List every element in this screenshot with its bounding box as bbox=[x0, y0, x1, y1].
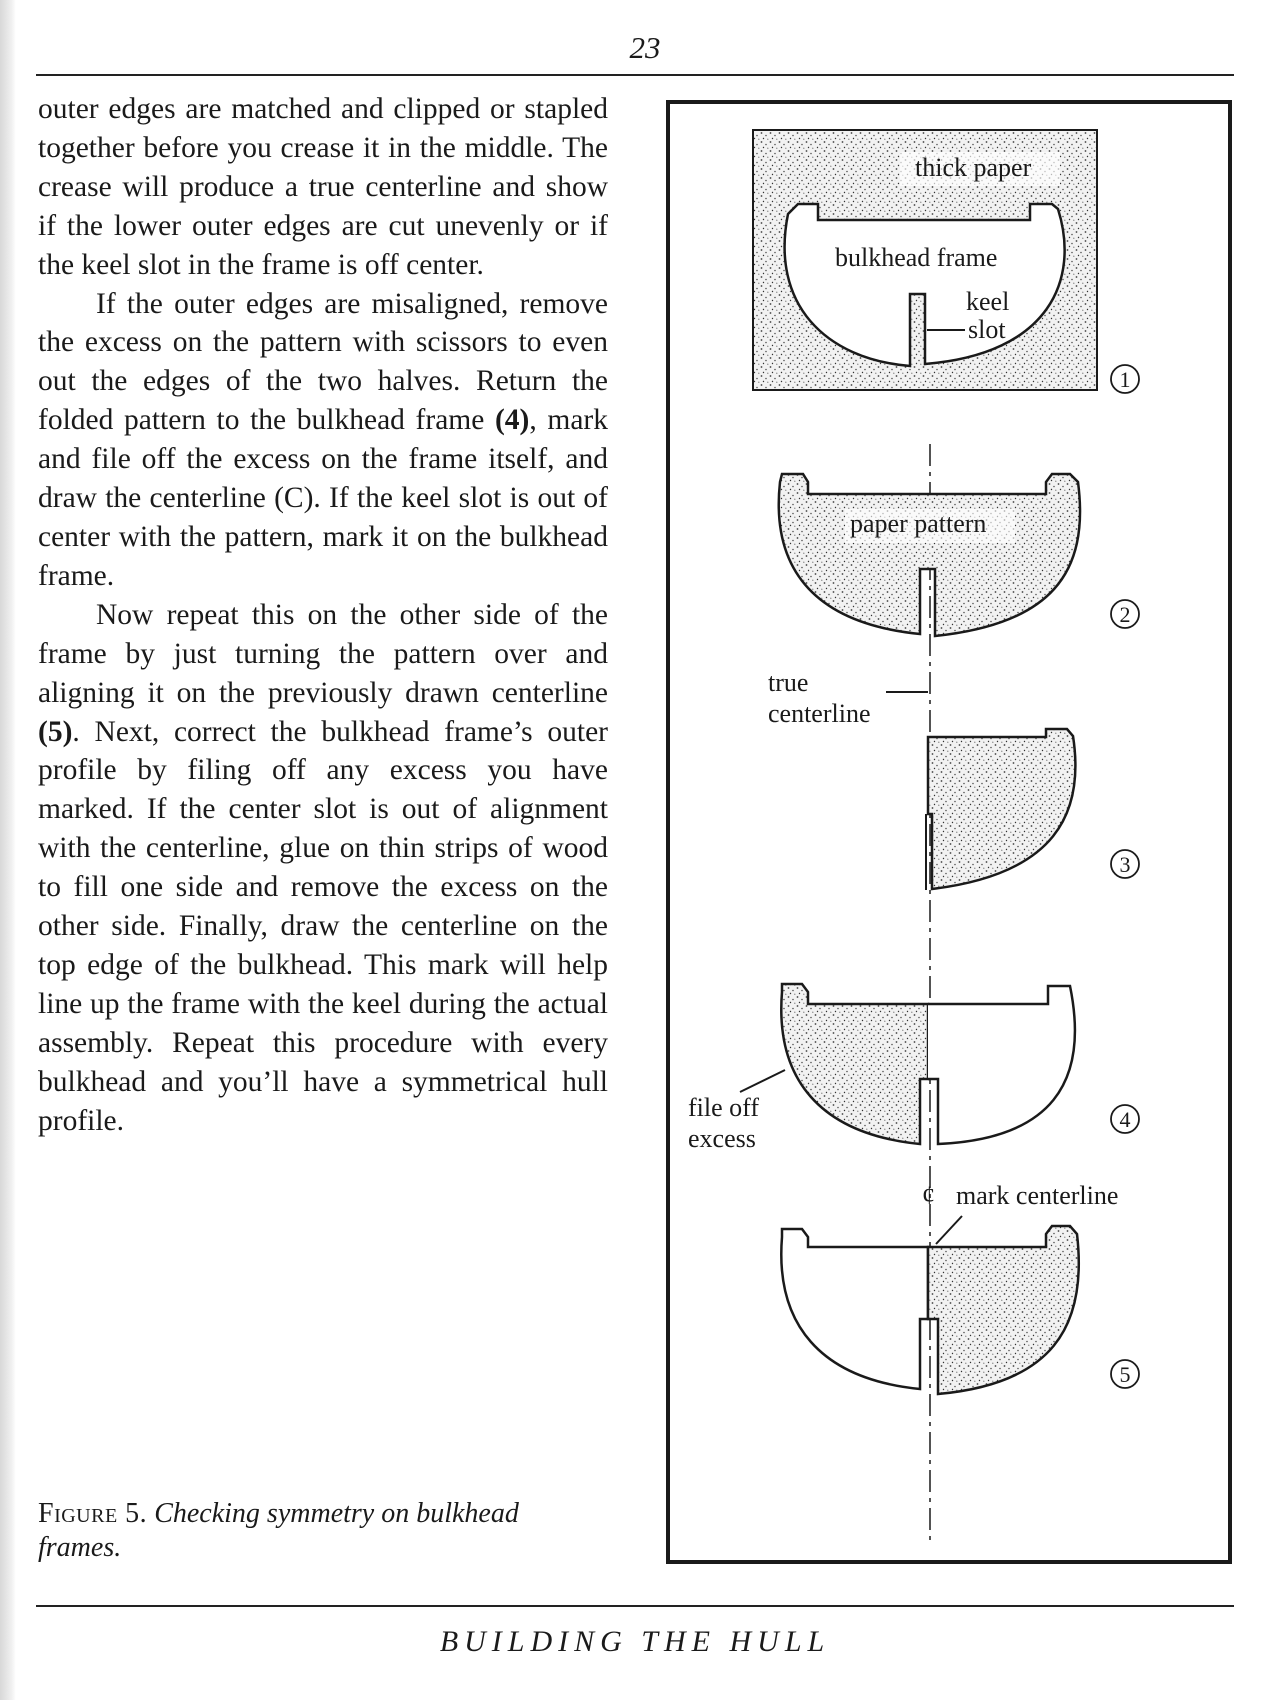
paragraph-1: outer edges are matched and clipped or stapled together before you crease it in the middle. The crease will produce a true centerline and show if the lower outer edges are cut unevenly or if the keel slot in the frame is off center. bbox=[38, 93, 608, 281]
caption-text: Checking symmetry on bulkhead frames. bbox=[38, 1498, 519, 1563]
pattern-flipped-right bbox=[928, 1226, 1079, 1394]
label-excess: excess bbox=[688, 1124, 756, 1153]
footer-rule bbox=[36, 1605, 1234, 1607]
paragraph-3-text-a: Now repeat this on the other side of the frame by just turning the pattern over and aligning it on the previously drawn centerline bbox=[38, 598, 608, 709]
figure-reference-5: (5) bbox=[38, 715, 73, 748]
paragraph-2 bbox=[38, 285, 608, 596]
figure-caption bbox=[38, 1497, 608, 1565]
paragraph-2-text-a: If the outer edges are misaligned, remove the excess on the pattern with scissors to even out the edges of the two halves. Return the folded pattern to the bulkhead frame bbox=[38, 287, 608, 437]
step-4-drawing bbox=[688, 984, 1139, 1153]
label-slot: slot bbox=[968, 315, 1006, 344]
bulkhead-frame-right bbox=[928, 986, 1075, 1144]
body-text bbox=[38, 90, 608, 1140]
step-1-number: 1 bbox=[1119, 367, 1131, 392]
label-thick-paper: thick paper bbox=[915, 153, 1032, 182]
running-footer: BUILDING THE HULL bbox=[439, 1625, 831, 1658]
step-4-number: 4 bbox=[1119, 1107, 1131, 1132]
label-centerline-mark: ¢ bbox=[922, 1181, 935, 1210]
figure-5-panel bbox=[666, 100, 1232, 1564]
page-gutter-shadow bbox=[0, 0, 16, 1700]
figure-reference-4: (4) bbox=[494, 404, 530, 437]
figure-5-illustration bbox=[670, 104, 1228, 1560]
page-number: 23 bbox=[629, 30, 661, 65]
label-bulkhead-frame: bulkhead frame bbox=[835, 243, 998, 272]
step-3-drawing bbox=[926, 729, 1139, 890]
label-paper-pattern: paper pattern bbox=[850, 509, 987, 538]
step-2-number: 2 bbox=[1119, 602, 1131, 627]
paragraph-3 bbox=[38, 596, 608, 1141]
label-mark-centerline: mark centerline bbox=[956, 1181, 1119, 1210]
label-keel: keel bbox=[966, 287, 1010, 316]
label-true: true bbox=[768, 668, 809, 697]
folded-pattern-half bbox=[928, 729, 1075, 889]
step-5-number: 5 bbox=[1119, 1362, 1131, 1387]
header-rule bbox=[36, 74, 1234, 76]
bulkhead-frame-left bbox=[781, 1229, 928, 1389]
step-5-drawing bbox=[781, 1226, 1139, 1394]
caption-label: Figure 5. bbox=[38, 1498, 148, 1529]
paragraph-2-text-b: , mark and file off the excess on the frame itself, and draw the centerline (C). If the keel slot is out of center with the pattern, mark it on the bulkhead frame. bbox=[38, 404, 608, 592]
step-3-number: 3 bbox=[1119, 852, 1131, 877]
label-file-off: file off bbox=[688, 1093, 759, 1122]
paragraph-3-text-b: . Next, correct the bulkhead frame’s outer profile by filing off any excess you have marked. If the center slot is out of alignment with the centerline, glue on thin strips of wood to fill one side and remove the excess on the other side. Finally, draw the centerline on the top edge of the bulkhead. This mark will help line up the frame with the keel during the actual assembly. Repeat this procedure with every bulkhead and you’ll have a symmetrical hull profile. bbox=[38, 715, 608, 1137]
pattern-on-frame-left bbox=[781, 984, 928, 1144]
label-centerline: centerline bbox=[768, 699, 871, 728]
step-1-drawing bbox=[753, 130, 1139, 393]
